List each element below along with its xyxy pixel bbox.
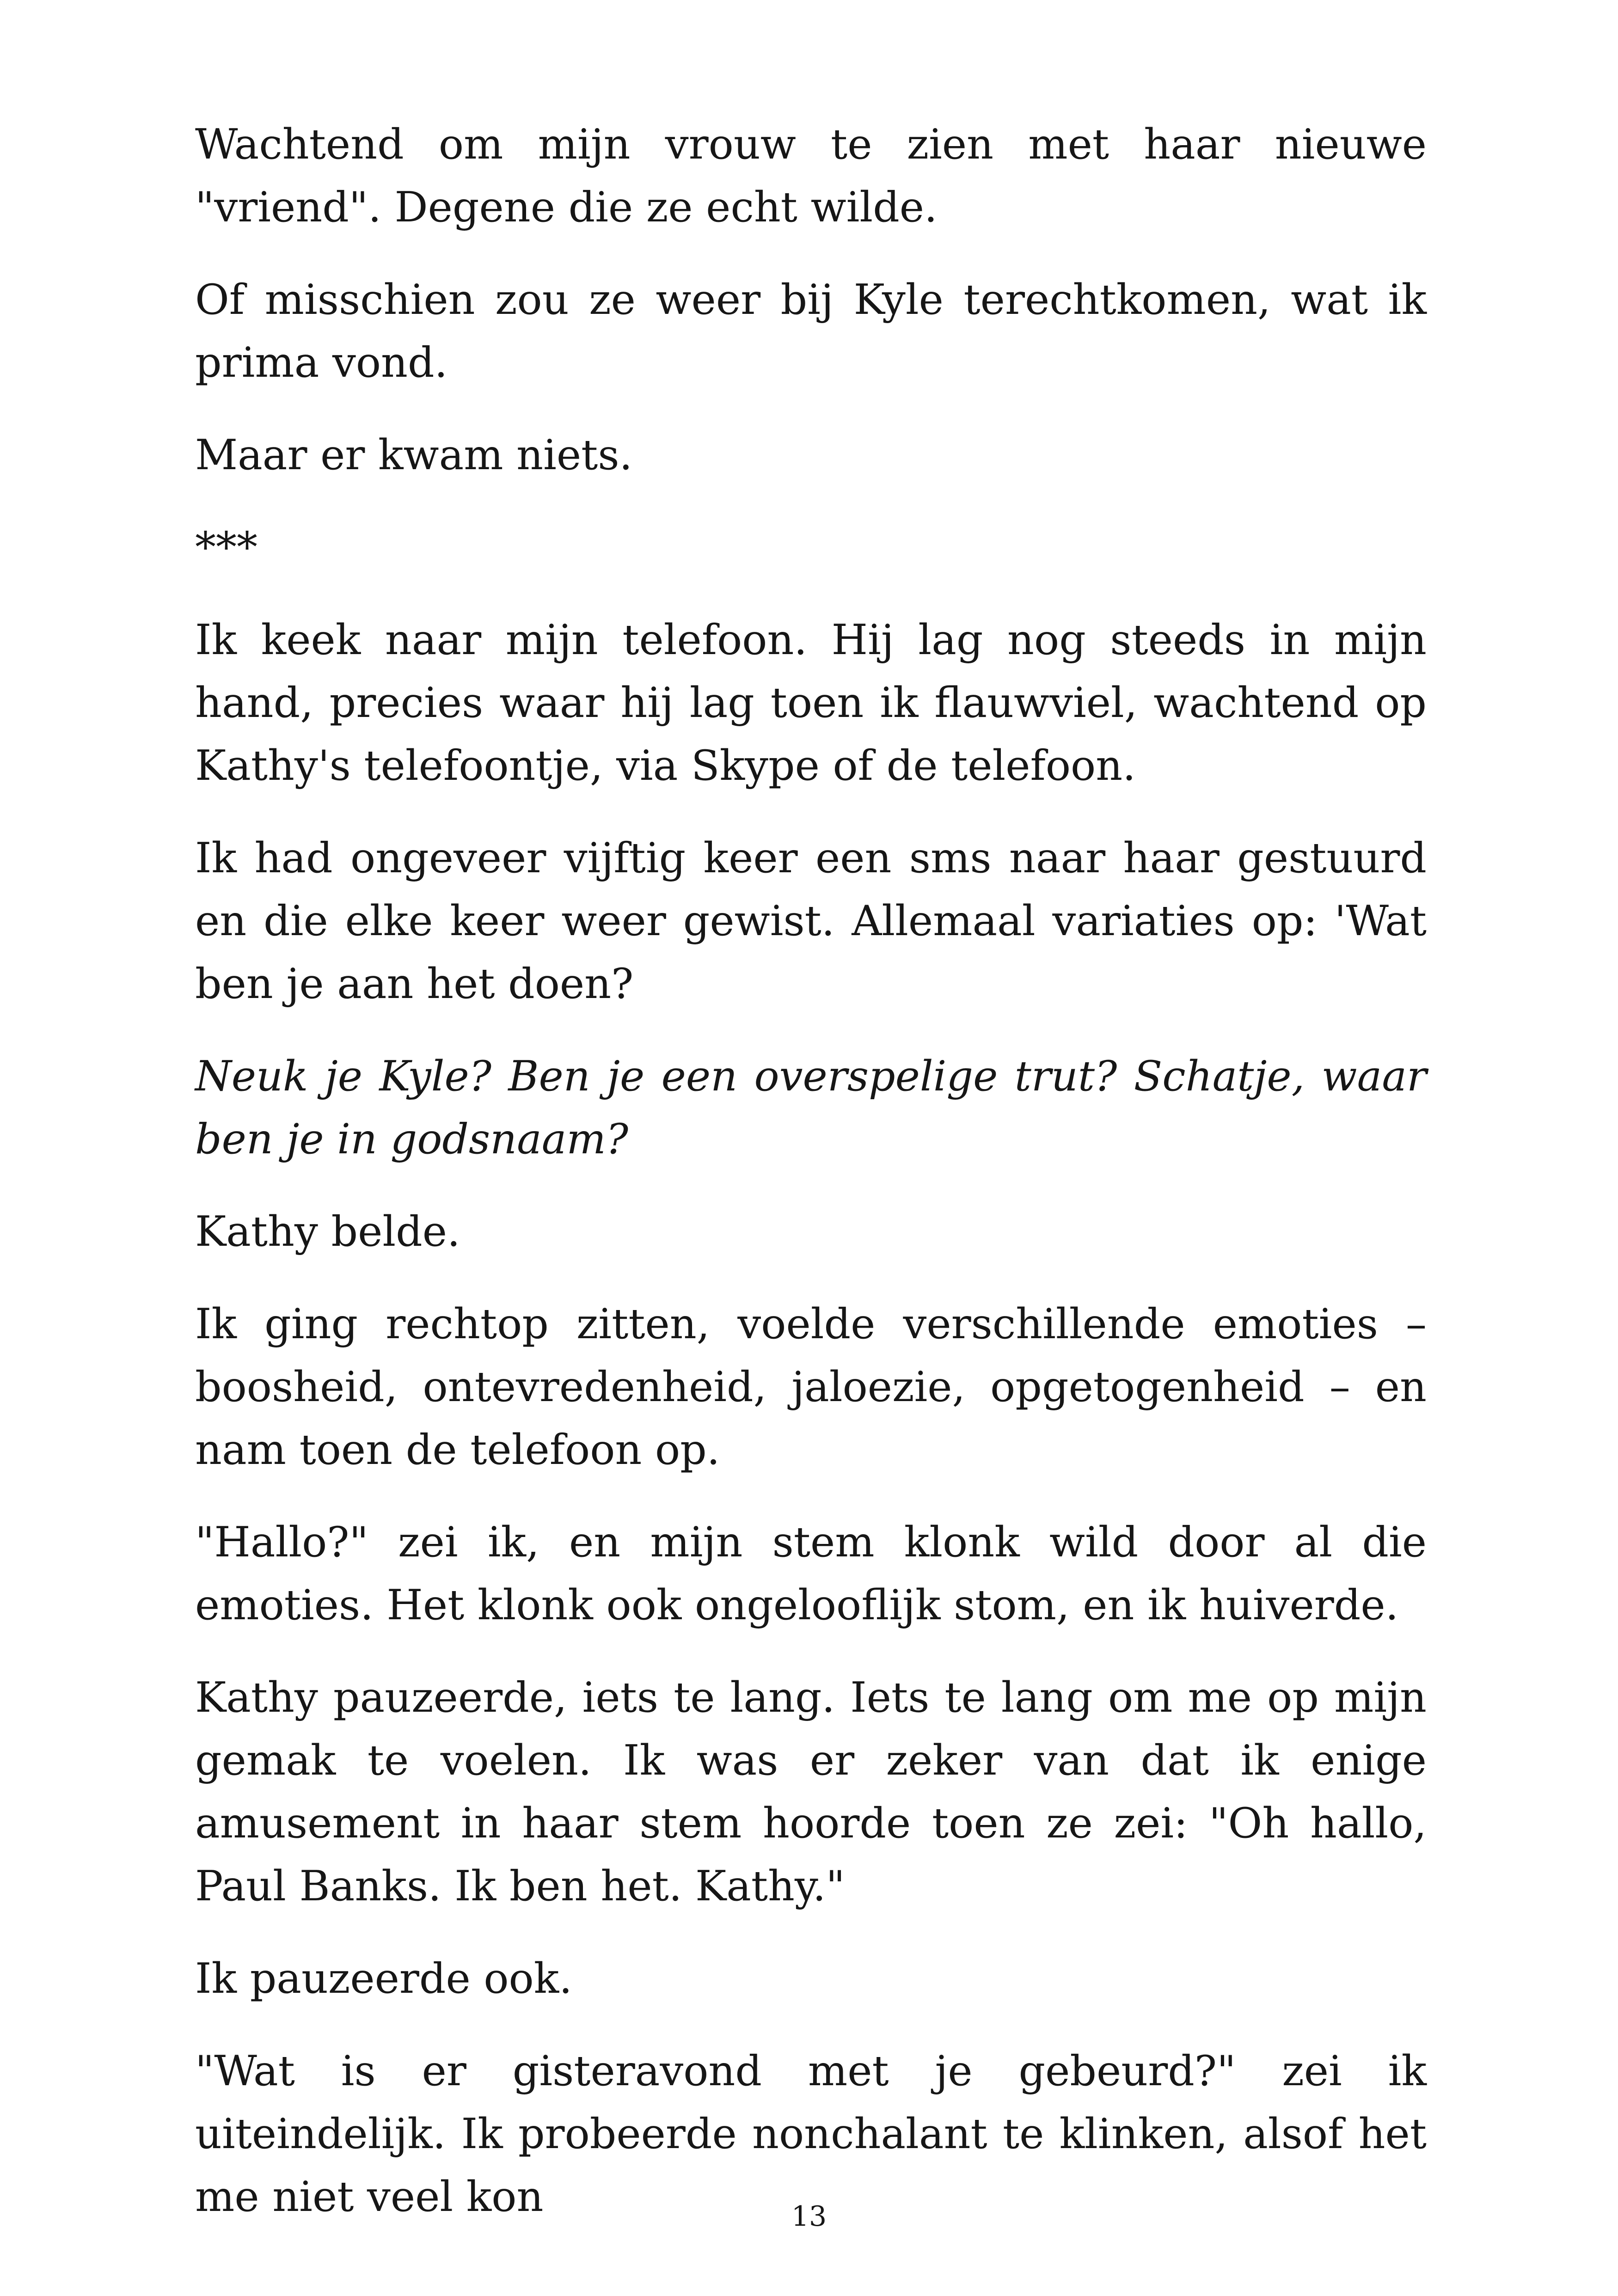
paragraph-10: Kathy pauzeerde, iets te lang. Iets te lang om me op mijn gemak te voelen. Ik was er zeker van dat ik enige amusement in haar stem hoorde toen ze zei: "Oh hallo, Paul Banks. Ik ben het. Kathy." xyxy=(195,1673,1427,1910)
paragraph-2: Of misschien zou ze weer bij Kyle terechtkomen, wat ik prima vond. xyxy=(195,276,1427,387)
paragraph-9: "Hallo?" zei ik, en mijn stem klonk wild door al die emoties. Het klonk ook ongelooflijk stom, en ik huiverde. xyxy=(195,1518,1427,1629)
paragraph-12: "Wat is er gisteravond met je gebeurd?" zei ik uiteindelijk. Ik probeerde nonchalant te klinken, alsof het me niet veel kon xyxy=(195,2047,1427,2221)
paragraph-7: Kathy belde. xyxy=(195,1207,460,1256)
paragraph-8: Ik ging rechtop zitten, voelde verschillende emoties – boosheid, ontevredenheid, jaloezie, opgetogenheid – en nam toen de telefoon op. xyxy=(195,1300,1427,1474)
scene-separator: *** xyxy=(195,523,257,572)
paragraph-3: Maar er kwam niets. xyxy=(195,431,633,479)
paragraph-6-italic: Neuk je Kyle? Ben je een overspelige trut? Schatje, waar ben je in godsnaam? xyxy=(195,1052,1427,1163)
paragraph-4: Ik keek naar mijn telefoon. Hij lag nog steeds in mijn hand, precies waar hij lag toen ik flauwviel, wachtend op Kathy's telefoontje, via Skype of de telefoon. xyxy=(195,616,1427,790)
page-number: 13 xyxy=(791,2200,827,2233)
paragraph-5: Ik had ongeveer vijftig keer een sms naar haar gestuurd en die elke keer weer gewist. Allemaal variaties op: 'Wat ben je aan het doen? xyxy=(195,834,1427,1008)
page-body xyxy=(195,113,1427,2258)
paragraph-11: Ik pauzeerde ook. xyxy=(195,1954,572,2003)
paragraph-1: Wachtend om mijn vrouw te zien met haar nieuwe "vriend". Degene die ze echt wilde. xyxy=(195,120,1427,232)
